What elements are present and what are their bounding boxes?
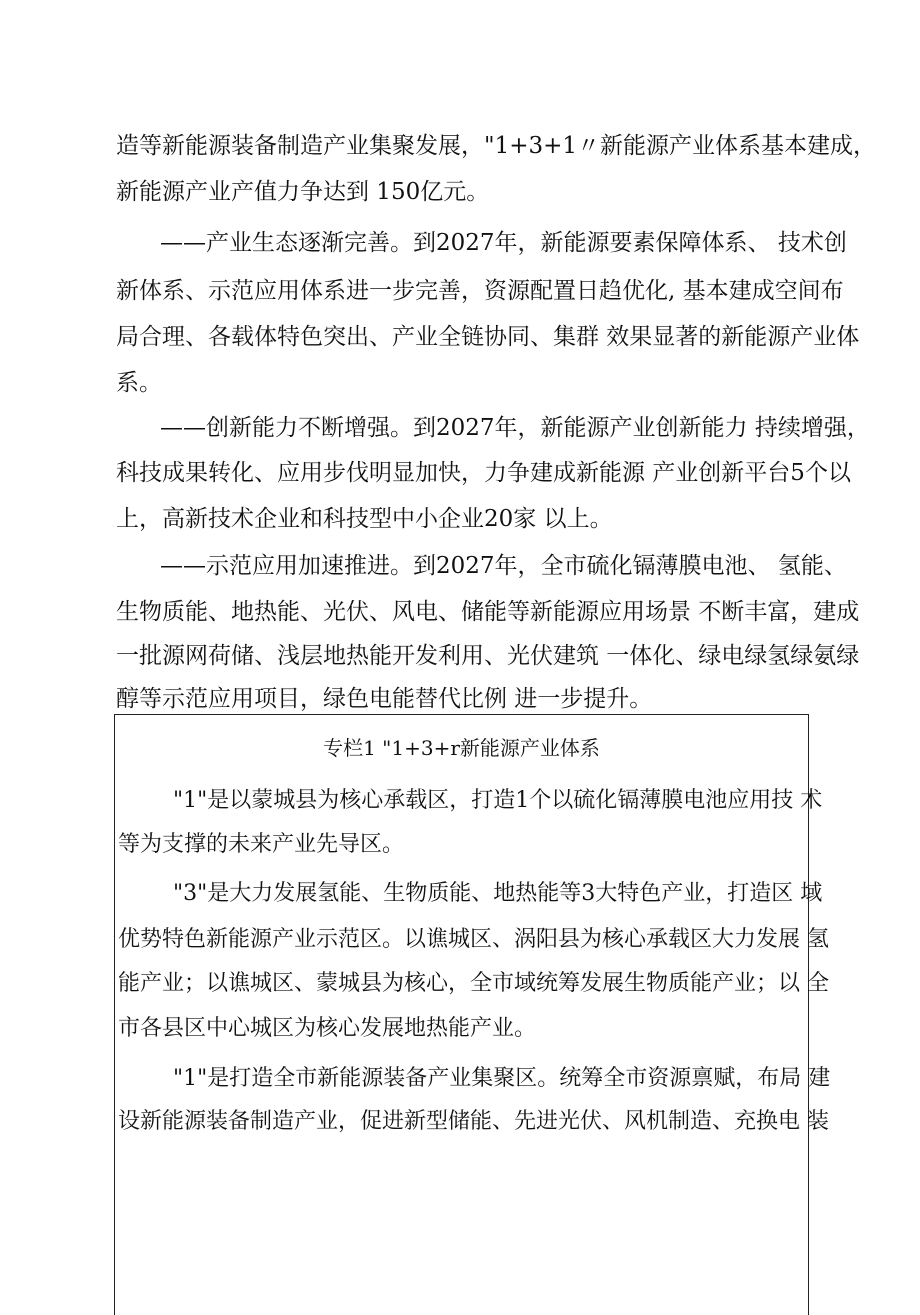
feature-box: [114, 714, 831, 1315]
paragraph-line: 造等新能源装备制造产业集聚发展，"1+3+1〃新能源产业体系基本建成，: [116, 133, 877, 159]
paragraph-line: 生物质能、地热能、光伏、风电、储能等新能源应用场景 不断丰富，建成: [116, 599, 860, 625]
paragraph-line: 系。: [116, 370, 162, 396]
box-line: "3"是大力发展氢能、生物质能、地热能等3大特色产业，打造区 域: [173, 881, 823, 906]
paragraph-line: 局合理、各载体特色突出、产业全链协同、集群 效果显著的新能源产业体: [116, 324, 860, 350]
box-title: 专栏1 "1+3+r新能源产业体系: [323, 736, 600, 760]
box-line: 能产业；以谯城区、蒙城县为核心，全市域统筹发展生物质能产业；以 全: [118, 971, 829, 996]
paragraph-line: 醇等示范应用项目，绿色电能替代比例 进一步提升。: [116, 686, 653, 712]
paragraph-line: ——创新能力不断增强。到2027年，新能源产业创新能力 持续增强，: [160, 415, 870, 441]
paragraph-line: 上，高新技术企业和科技型中小企业20家 以上。: [116, 506, 613, 532]
box-line: "1"是以蒙城县为核心承载区，打造1个以硫化镉薄膜电池应用技 术: [173, 788, 823, 813]
paragraph-line: ——示范应用加速推进。到2027年，全市硫化镉薄膜电池、 氢能、: [160, 553, 847, 579]
paragraph-line: ——产业生态逐渐完善。到2027年，新能源要素保障体系、 技术创: [160, 230, 847, 256]
paragraph-line: 一批源网荷储、浅层地热能开发利用、光伏建筑 一体化、绿电绿氢绿氨绿: [116, 643, 860, 669]
box-line: 等为支撑的未来产业先导区。: [118, 832, 405, 857]
box-line: 设新能源装备制造产业，促进新型储能、先进光伏、风机制造、充换电 装: [118, 1109, 829, 1134]
paragraph-line: 新体系、示范应用体系进一步完善，资源配置日趋优化, 基本建成空间布: [116, 278, 844, 304]
box-line: 优势特色新能源产业示范区。以谯城区、涡阳县为核心承载区大力发展 氢: [118, 927, 829, 952]
box-line: "1"是打造全市新能源装备产业集聚区。统筹全市资源禀赋，布局 建: [173, 1066, 831, 1091]
paragraph-line: 科技成果转化、应用步伐明显加快，力争建成新能源 产业创新平台5个以: [116, 460, 851, 486]
paragraph-line: 新能源产业产值力争达到 150亿元。: [116, 179, 490, 205]
box-line: 市各县区中心城区为核心发展地热能产业。: [118, 1016, 537, 1041]
